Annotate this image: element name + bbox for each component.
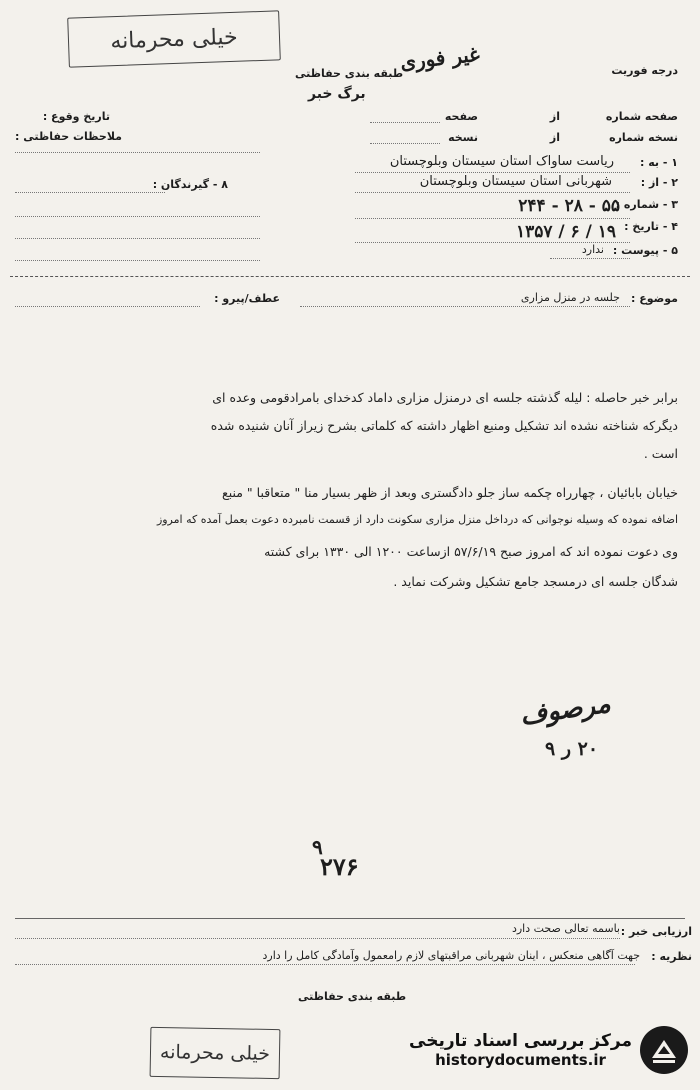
to-label: ۱ - به : — [640, 156, 678, 169]
signature: مرصوف — [518, 688, 613, 732]
evaluation-line — [15, 938, 620, 939]
page-mark-number: ۲۷۶ — [320, 852, 359, 881]
from-value: شهربانی استان سیستان وبلوچستان — [419, 174, 612, 189]
attachment-line — [550, 258, 630, 259]
evaluation-label: ارزیابی خبر : — [620, 925, 692, 938]
reference-line — [15, 306, 200, 307]
subject-line — [300, 306, 630, 307]
date-label: ۴ - تاریخ : — [624, 220, 678, 233]
top-secret-stamp-text: خیلی محرمانه — [109, 24, 239, 54]
footer-watermark — [395, 1020, 690, 1080]
body-line-6: وی دعوت نموده اند که امروز صبح ۵۷/۶/۱۹ ازساعت ۱۲۰۰ الی ۱۳۳۰ برای کشته — [264, 544, 678, 559]
evaluation-value: باسمه تعالی صحت دارد — [511, 922, 620, 935]
footer-text — [409, 1031, 632, 1069]
number-value: ۵۵ - ۲۸ - ۲۴۴ — [518, 196, 620, 216]
body-line-3: است . — [643, 446, 678, 461]
form-title: برگ خبر — [308, 86, 366, 102]
body-line-5: اضافه نموده که وسیله نوجوانی که درداخل منزل مزاری سکونت دارد از قسمت نامبرده دعوت بعمل آمده که امروز — [156, 513, 678, 526]
from-label: ۲ - از : — [640, 176, 678, 189]
footer-classification-label: طبقه بندی حفاظتی — [298, 990, 407, 1003]
body-line-2: دیگرکه شناخته نشده اند تشکیل ومنبع اظهار داشته که کلماتی بشرح زیراز آنان شنیده شده — [210, 418, 678, 433]
body-line-4: خیابان بابائیان ، چهارراه چکمه ساز جلو دادگستری وبعد از ظهر بسیار منا " متعاقبا " منبع — [222, 485, 678, 500]
from-line — [355, 192, 630, 193]
to-value: ریاست ساواک استان سیستان وبلوچستان — [389, 154, 614, 169]
opinion-value: جهت آگاهی منعکس ، اینان شهربانی مراقبتهای لازم رامعمول وآمادگی کامل را دارد — [262, 949, 640, 962]
date-of-event-label: تاریخ وقوع : — [42, 110, 110, 123]
left-dotted-line-3 — [15, 216, 260, 217]
subject-label: موضوع : — [631, 292, 678, 305]
body-line-7: شدگان جلسه ای درمسجد جامع تشکیل وشرکت نماید . — [393, 574, 678, 589]
security-notes-label: ملاحظات حفاظتی : — [14, 130, 122, 143]
body-line-1: برابر خبر حاصله : لیله گذشته جلسه ای درمنزل مزاری داماد کدخدای بامرادقومی وعده ای — [212, 390, 678, 405]
signature-code: ۲۰ ر ۹ — [545, 738, 599, 760]
opinion-label: نظریه : — [651, 950, 692, 963]
page-mark-top: ۹ — [312, 835, 323, 859]
number-label: ۳ - شماره : — [615, 198, 678, 211]
evaluation-top-rule — [15, 918, 685, 919]
left-dotted-line-2 — [15, 192, 165, 193]
footer-url[interactable]: historydocuments.ir — [435, 1051, 606, 1069]
footer-org-name: مرکز بررسی اسناد تاریخی — [409, 1031, 632, 1051]
classification-label: طبقه بندی حفاظتی — [295, 67, 404, 80]
recipients-label: ۸ - گیرندگان : — [152, 178, 228, 191]
copy-number-label: نسخه شماره — [609, 131, 678, 144]
attachment-label: ۵ - پیوست : — [612, 244, 678, 257]
reference-label: عطف/پیرو : — [214, 292, 280, 305]
left-dotted-line-1 — [15, 152, 260, 153]
subject-value: جلسه در منزل مزاری — [520, 291, 620, 304]
date-value: ۱۹ / ۶ / ۱۳۵۷ — [515, 222, 616, 242]
archive-logo-icon — [638, 1024, 690, 1076]
copy-of-label: از — [549, 131, 560, 144]
top-secret-stamp — [67, 10, 281, 67]
left-dotted-line-4 — [15, 238, 260, 239]
copy-line — [370, 143, 440, 144]
page-number-label: صفحه شماره — [605, 110, 678, 123]
page-line — [370, 122, 440, 123]
priority-label: درجه فوریت — [611, 64, 678, 77]
bottom-secret-stamp-text: خیلی محرمانه — [159, 1041, 271, 1065]
attachment-value: ندارد — [581, 243, 604, 256]
page-of-label: از — [549, 110, 560, 123]
to-line — [355, 172, 630, 173]
number-line — [355, 218, 630, 219]
left-dotted-line-5 — [15, 260, 260, 261]
priority-value: غیر فوری — [399, 41, 482, 75]
page-label: صفحه — [444, 110, 478, 123]
bottom-secret-stamp — [150, 1027, 281, 1079]
header-separator — [10, 276, 690, 277]
copy-label: نسخه — [448, 131, 478, 144]
opinion-line — [15, 964, 635, 965]
